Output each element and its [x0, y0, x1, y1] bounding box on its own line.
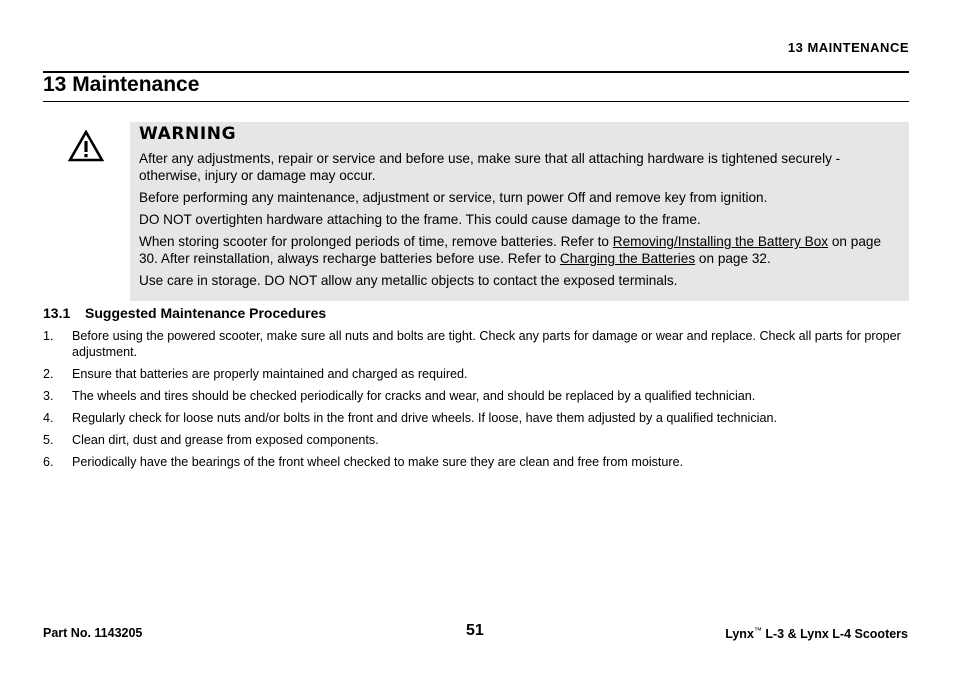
- warning-paragraph: Before performing any maintenance, adjustment or service, turn power Off and remove key from ignition.: [139, 190, 768, 205]
- list-item-number: 5.: [43, 433, 54, 447]
- list-item-number: 4.: [43, 411, 54, 425]
- product-models: L-3 & Lynx L-4 Scooters: [761, 627, 908, 642]
- link-charging-the-batteries[interactable]: Charging the Batteries: [559, 251, 696, 266]
- list-item-number: 6.: [43, 455, 54, 469]
- list-item-text: Periodically have the bearings of the front wheel checked to make sure they are clean and free from moisture.: [72, 455, 684, 469]
- list-item-text: Clean dirt, dust and grease from exposed components.: [72, 433, 379, 447]
- list-item: [43, 432, 909, 448]
- warning-paragraph: DO NOT overtighten hardware attaching to the frame. This could cause damage to the frame.: [139, 212, 701, 227]
- footer-part-number: Part No. 1143205: [43, 626, 143, 640]
- list-item-text: The wheels and tires should be checked periodically for cracks and wear, and should be replaced by a qualified technician.: [72, 389, 756, 403]
- chapter-title: 13 Maintenance: [43, 73, 200, 96]
- warning-text: on page 32.: [695, 251, 771, 266]
- list-item: [43, 454, 909, 470]
- link-removing-installing-battery-box[interactable]: Removing/Installing the Battery Box: [612, 234, 829, 249]
- warning-text: When storing scooter for prolonged periods of time, remove batteries. Refer to: [139, 234, 613, 249]
- warning-paragraph: Use care in storage. DO NOT allow any metallic objects to contact the exposed terminals.: [139, 273, 678, 288]
- list-item: [43, 366, 909, 382]
- warning-paragraph-storage: [139, 233, 897, 267]
- list-item: [43, 388, 909, 404]
- footer-product-name: [725, 626, 908, 641]
- warning-text: on page 30. After reinstallation, always recharge batteries before use. Refer to: [139, 234, 882, 266]
- section-title-text: Suggested Maintenance Procedures: [85, 305, 327, 321]
- list-item-number: 1.: [43, 329, 54, 343]
- list-item: [43, 410, 909, 426]
- list-item-text: Ensure that batteries are properly maintained and charged as required.: [72, 367, 468, 381]
- warning-title: WARNING: [139, 124, 237, 144]
- chapter-rule-bottom: [43, 101, 909, 102]
- product-brand: Lynx: [725, 627, 754, 642]
- page-number: 51: [466, 622, 484, 639]
- list-item-text: Before using the powered scooter, make sure all nuts and bolts are tight. Check any parts for damage or wear and replace. Check all parts for proper adjustment.: [72, 329, 901, 359]
- procedure-list: [43, 328, 909, 476]
- list-item-text: Regularly check for loose nuts and/or bolts in the front and drive wheels. If loose, have them adjusted by a qualified technician.: [72, 411, 777, 425]
- warning-paragraph: After any adjustments, repair or service and before use, make sure that all attaching hardware is tightened securely - otherwise, injury or damage may occur.: [139, 151, 841, 183]
- list-item-number: 2.: [43, 367, 54, 381]
- section-number: 13.1: [43, 305, 71, 321]
- running-header: 13 MAINTENANCE: [787, 40, 909, 55]
- section-title: [43, 304, 326, 322]
- warning-triangle-icon: [68, 130, 104, 162]
- trademark-symbol: ™: [753, 626, 762, 635]
- list-item: [43, 328, 909, 360]
- list-item-number: 3.: [43, 389, 54, 403]
- warning-box: [130, 122, 909, 301]
